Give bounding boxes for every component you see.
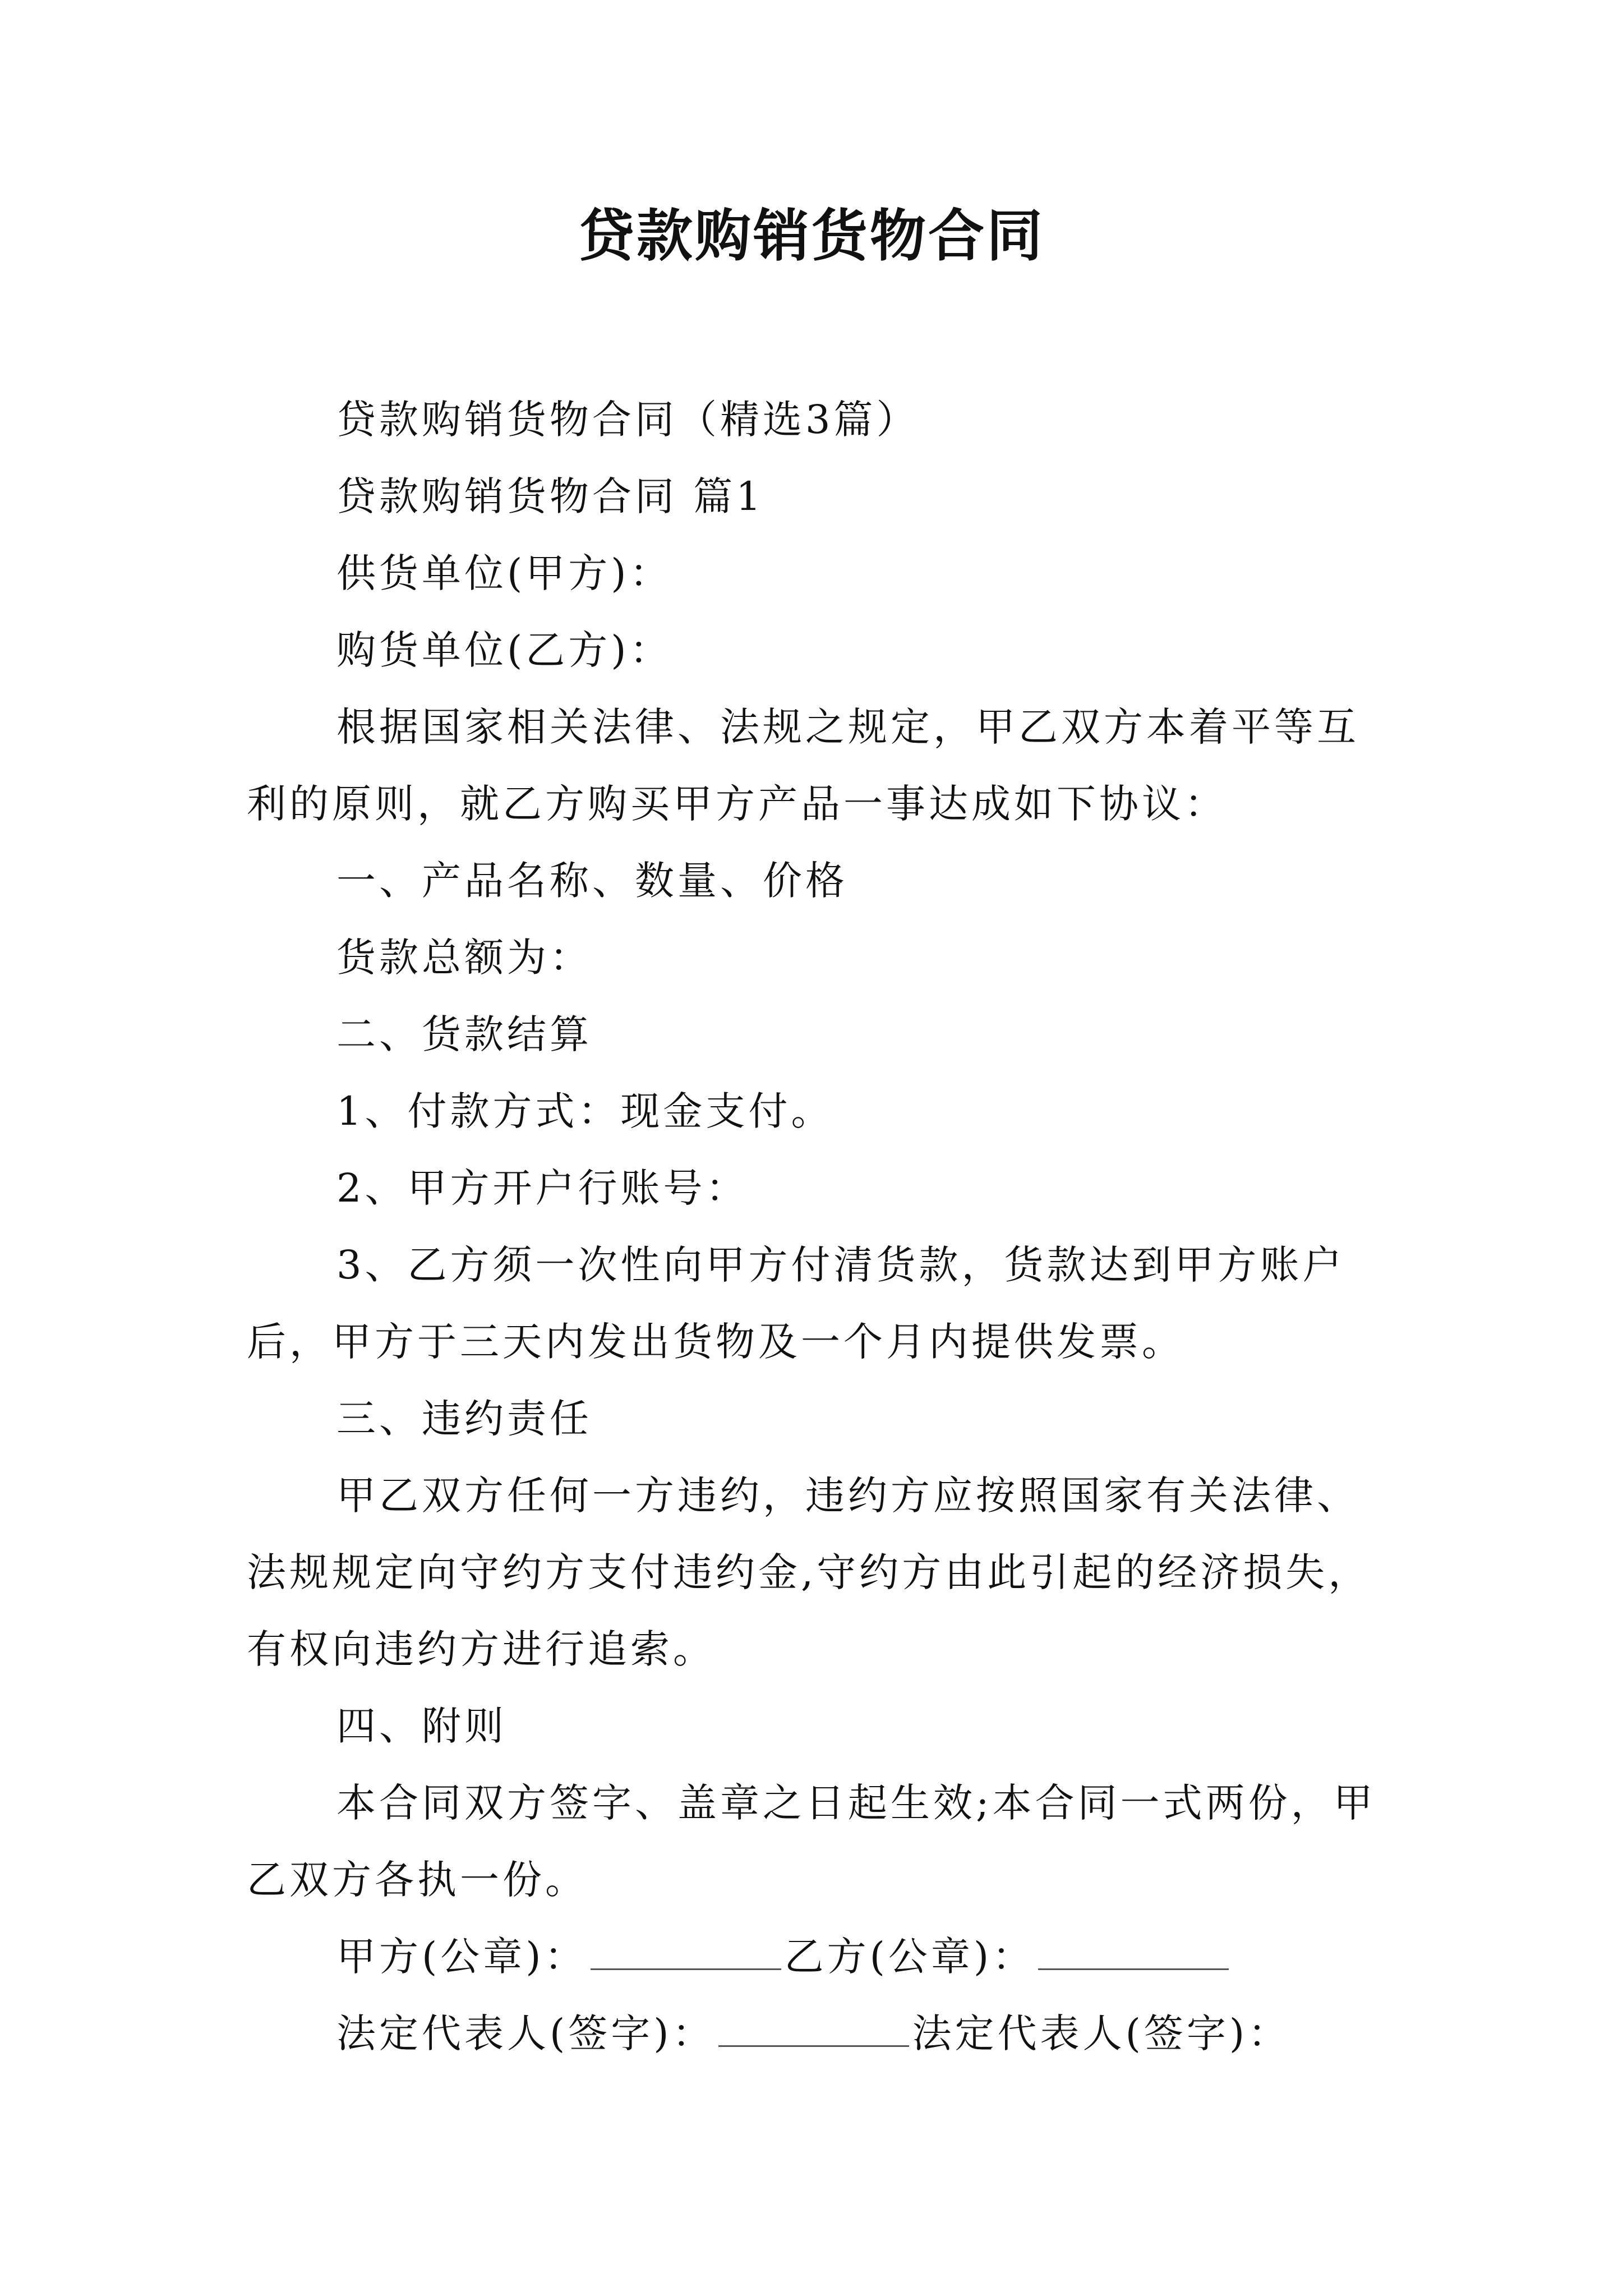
- party-b-seal-label: 乙方(公章)：: [784, 1934, 1035, 1980]
- party-b-seal-blank: [1038, 1966, 1229, 1970]
- rep-b-label: 法定代表人(签字)：: [912, 2010, 1291, 2056]
- paragraph: 一、产品名称、数量、价格: [336, 858, 848, 904]
- paragraph: 1、付款方式：现金支付。: [336, 1088, 834, 1134]
- subtitle: 贷款购销货物合同（精选3篇）: [336, 397, 919, 443]
- party-a-seal-blank: [591, 1966, 781, 1970]
- rep-a-label: 法定代表人(签字)：: [336, 2010, 715, 2056]
- representative-row: [247, 1995, 1391, 2072]
- paragraph: 四、附则: [336, 1703, 507, 1749]
- paragraph: 甲乙双方任何一方违约，违约方应按照国家有关法律、法规规定向守约方支付违约金,守约方由此引起的经济损失，有权向违约方进行追索。: [247, 1473, 1371, 1672]
- seal-row: [247, 1918, 1391, 1995]
- party-a-seal-label: 甲方(公章)：: [336, 1934, 587, 1980]
- paragraph: 供货单位(甲方)：: [336, 550, 672, 596]
- paragraph: 根据国家相关法律、法规之规定，甲乙双方本着平等互利的原则，就乙方购买甲方产品一事达成如下协议：: [247, 704, 1359, 827]
- paragraph: 购货单位(乙方)：: [336, 627, 672, 673]
- paragraph: 本合同双方签字、盖章之日起生效;本合同一式两份，甲乙双方各执一份。: [247, 1780, 1376, 1903]
- rep-a-blank: [718, 2043, 909, 2047]
- document-title: 贷款购销货物合同: [578, 203, 1045, 269]
- section-heading: 贷款购销货物合同 篇1: [336, 473, 764, 519]
- paragraph: 3、乙方须一次性向甲方付清货款，货款达到甲方账户后，甲方于三天内发出货物及一个月内提供发票。: [247, 1242, 1345, 1365]
- paragraph: 货款总额为：: [336, 935, 592, 981]
- document-body: [247, 381, 1391, 2072]
- paragraph: 2、甲方开户行账号：: [336, 1165, 749, 1211]
- paragraph: 三、违约责任: [336, 1396, 592, 1442]
- paragraph: 二、货款结算: [336, 1011, 592, 1057]
